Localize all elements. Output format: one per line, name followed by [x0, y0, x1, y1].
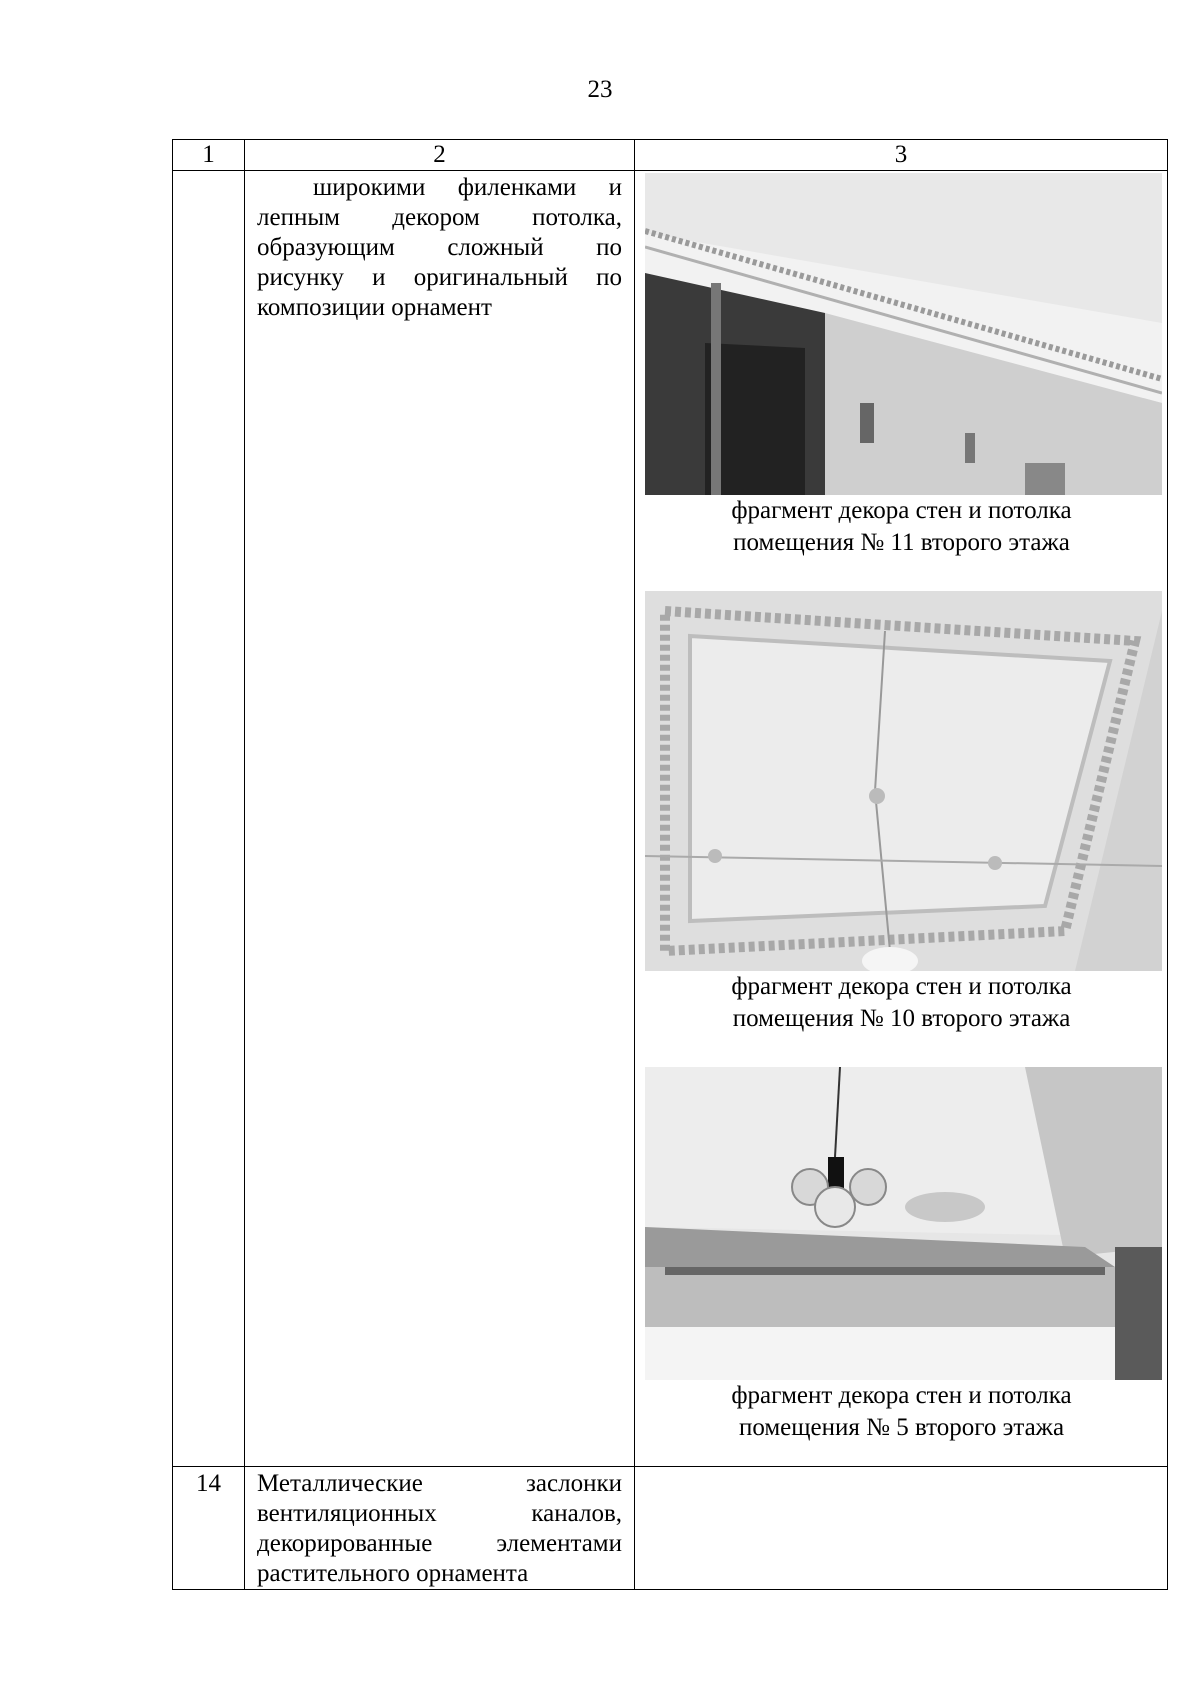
figure-room-5 [645, 1067, 1167, 1444]
row-number-cell [173, 171, 245, 1467]
figures-cell [635, 171, 1168, 1467]
table-row [173, 1467, 1168, 1590]
figure-room-10 [645, 591, 1167, 1035]
row-number-cell: 14 [173, 1467, 245, 1590]
caption-room-11: фрагмент декора стен и потолка помещения № 11 второго этажа [731, 497, 1072, 556]
header-col-2: 2 [245, 140, 635, 171]
description-text: широкими филенками и лепным декором потолка, образующим сложный по рисунку и оригинальный по композиции орнамент [257, 174, 622, 321]
header-row [173, 140, 1168, 171]
header-col-1: 1 [173, 140, 245, 171]
figure-room-11 [645, 173, 1167, 559]
photo-room-10 [645, 591, 1162, 971]
table-row [173, 171, 1168, 1467]
caption-room-10: фрагмент декора стен и потолка помещения № 10 второго этажа [731, 973, 1072, 1032]
page-number: 23 [587, 76, 613, 103]
figures-cell [635, 1467, 1168, 1590]
header-col-3: 3 [635, 140, 1168, 171]
caption-room-5: фрагмент декора стен и потолка помещения № 5 второго этажа [731, 1382, 1072, 1441]
photo-room-11 [645, 173, 1162, 495]
photo-room-5 [645, 1067, 1162, 1380]
object-table [172, 139, 1168, 1590]
description-cell [245, 171, 635, 1467]
description-cell: Металлические заслонки вентиляционных каналов, декорированные элементами растительного орнамента [245, 1467, 635, 1590]
